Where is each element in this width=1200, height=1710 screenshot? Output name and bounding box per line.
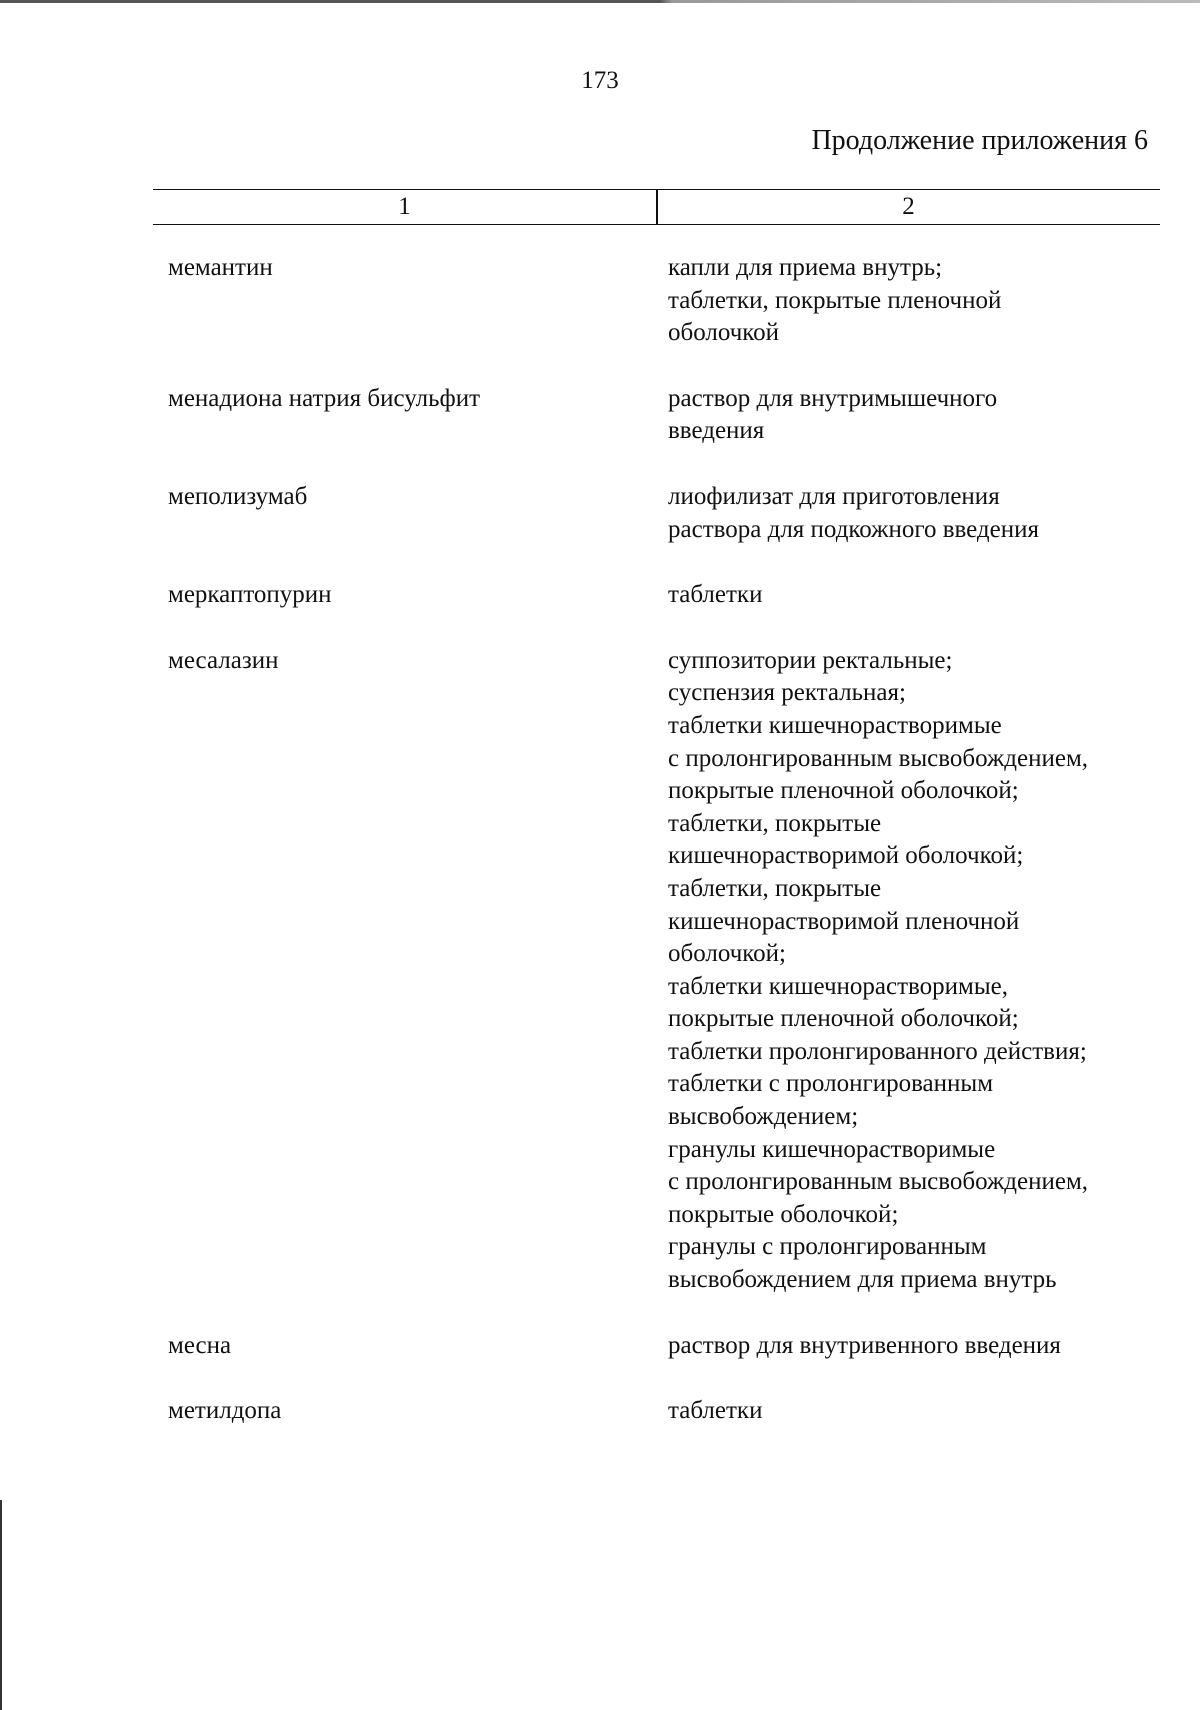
- dosage-form-line: высвобождением для приема внутрь: [668, 1266, 1057, 1294]
- dosage-form-line: таблетки кишечнорастворимые: [668, 711, 1002, 739]
- dosage-form-line: оболочкой;: [668, 940, 786, 968]
- dosage-form-line: покрытые пленочной оболочкой;: [668, 777, 1019, 805]
- dosage-forms: [668, 579, 1160, 612]
- header-cell-col-2: 2: [902, 193, 915, 220]
- header-cell-col-1: 1: [398, 193, 411, 220]
- drug-name: метилдопа: [168, 1397, 282, 1425]
- drug-name: менадиона натрия бисульфит: [168, 384, 481, 412]
- dosage-form-line: покрытые оболочкой;: [668, 1200, 899, 1228]
- drug-name: меполизумаб: [168, 482, 308, 510]
- table-row: [168, 481, 1160, 546]
- table-row: [168, 579, 1160, 612]
- dosage-forms: [668, 1395, 1160, 1428]
- dosage-form-line: таблетки пролонгированного действия;: [668, 1037, 1087, 1065]
- dosage-form-line: введения: [668, 417, 765, 445]
- dosage-forms: [668, 481, 1160, 546]
- dosage-form-line: суппозитории ректальные;: [668, 646, 953, 674]
- dosage-form-line: таблетки, покрытые: [668, 809, 882, 837]
- table-row: [168, 1330, 1160, 1363]
- dosage-form-line: таблетки: [668, 581, 763, 609]
- table-row: [168, 645, 1160, 1297]
- dosage-form-line: раствора для подкожного введения: [668, 515, 1040, 543]
- dosage-form-line: таблетки кишечнорастворимые,: [668, 972, 1008, 1000]
- dosage-form-line: лиофилизат для приготовления: [668, 482, 1000, 510]
- dosage-forms: [668, 252, 1160, 350]
- dosage-form-line: оболочкой: [668, 319, 780, 347]
- dosage-form-line: с пролонгированным высвобождением,: [668, 1168, 1089, 1196]
- dosage-forms: [668, 1330, 1160, 1363]
- dosage-form-line: высвобождением;: [668, 1103, 859, 1131]
- drug-name: мемантин: [168, 254, 273, 281]
- scan-left-edge: [0, 1500, 2, 1710]
- table-body: [168, 252, 1160, 1461]
- dosage-form-line: кишечнорастворимой пленочной: [668, 907, 1020, 935]
- dosage-form-line: таблетки, покрытые пленочной: [668, 286, 1002, 314]
- appendix-continuation-note: Продолжение приложения 6: [811, 125, 1148, 156]
- dosage-form-line: покрытые пленочной оболочкой;: [668, 1005, 1019, 1033]
- dosage-form-line: капли для приема внутрь;: [668, 254, 943, 281]
- dosage-form-line: таблетки с пролонгированным: [668, 1070, 994, 1098]
- dosage-form-line: раствор для внутримышечного: [668, 384, 998, 412]
- dosage-form-line: раствор для внутривенного введения: [668, 1331, 1061, 1359]
- scan-top-edge: [0, 0, 1200, 3]
- dosage-form-line: с пролонгированным высвобождением,: [668, 744, 1089, 772]
- table-row: [168, 252, 1160, 350]
- drug-name: месалазин: [168, 646, 279, 674]
- page-number: 173: [581, 67, 619, 94]
- table-row: [168, 1395, 1160, 1428]
- table-header: [153, 189, 1160, 225]
- drug-name: меркаптопурин: [168, 581, 332, 609]
- table-row: [168, 383, 1160, 448]
- dosage-form-line: суспензия ректальная;: [668, 679, 906, 707]
- dosage-form-line: гранулы кишечнорастворимые: [668, 1135, 996, 1163]
- dosage-form-line: таблетки: [668, 1397, 763, 1425]
- dosage-forms: [668, 383, 1160, 448]
- dosage-form-line: таблетки, покрытые: [668, 874, 882, 902]
- dosage-form-line: кишечнорастворимой оболочкой;: [668, 842, 1024, 870]
- dosage-forms: [668, 645, 1160, 1297]
- dosage-form-line: гранулы с пролонгированным: [668, 1233, 987, 1261]
- drug-name: месна: [168, 1331, 232, 1359]
